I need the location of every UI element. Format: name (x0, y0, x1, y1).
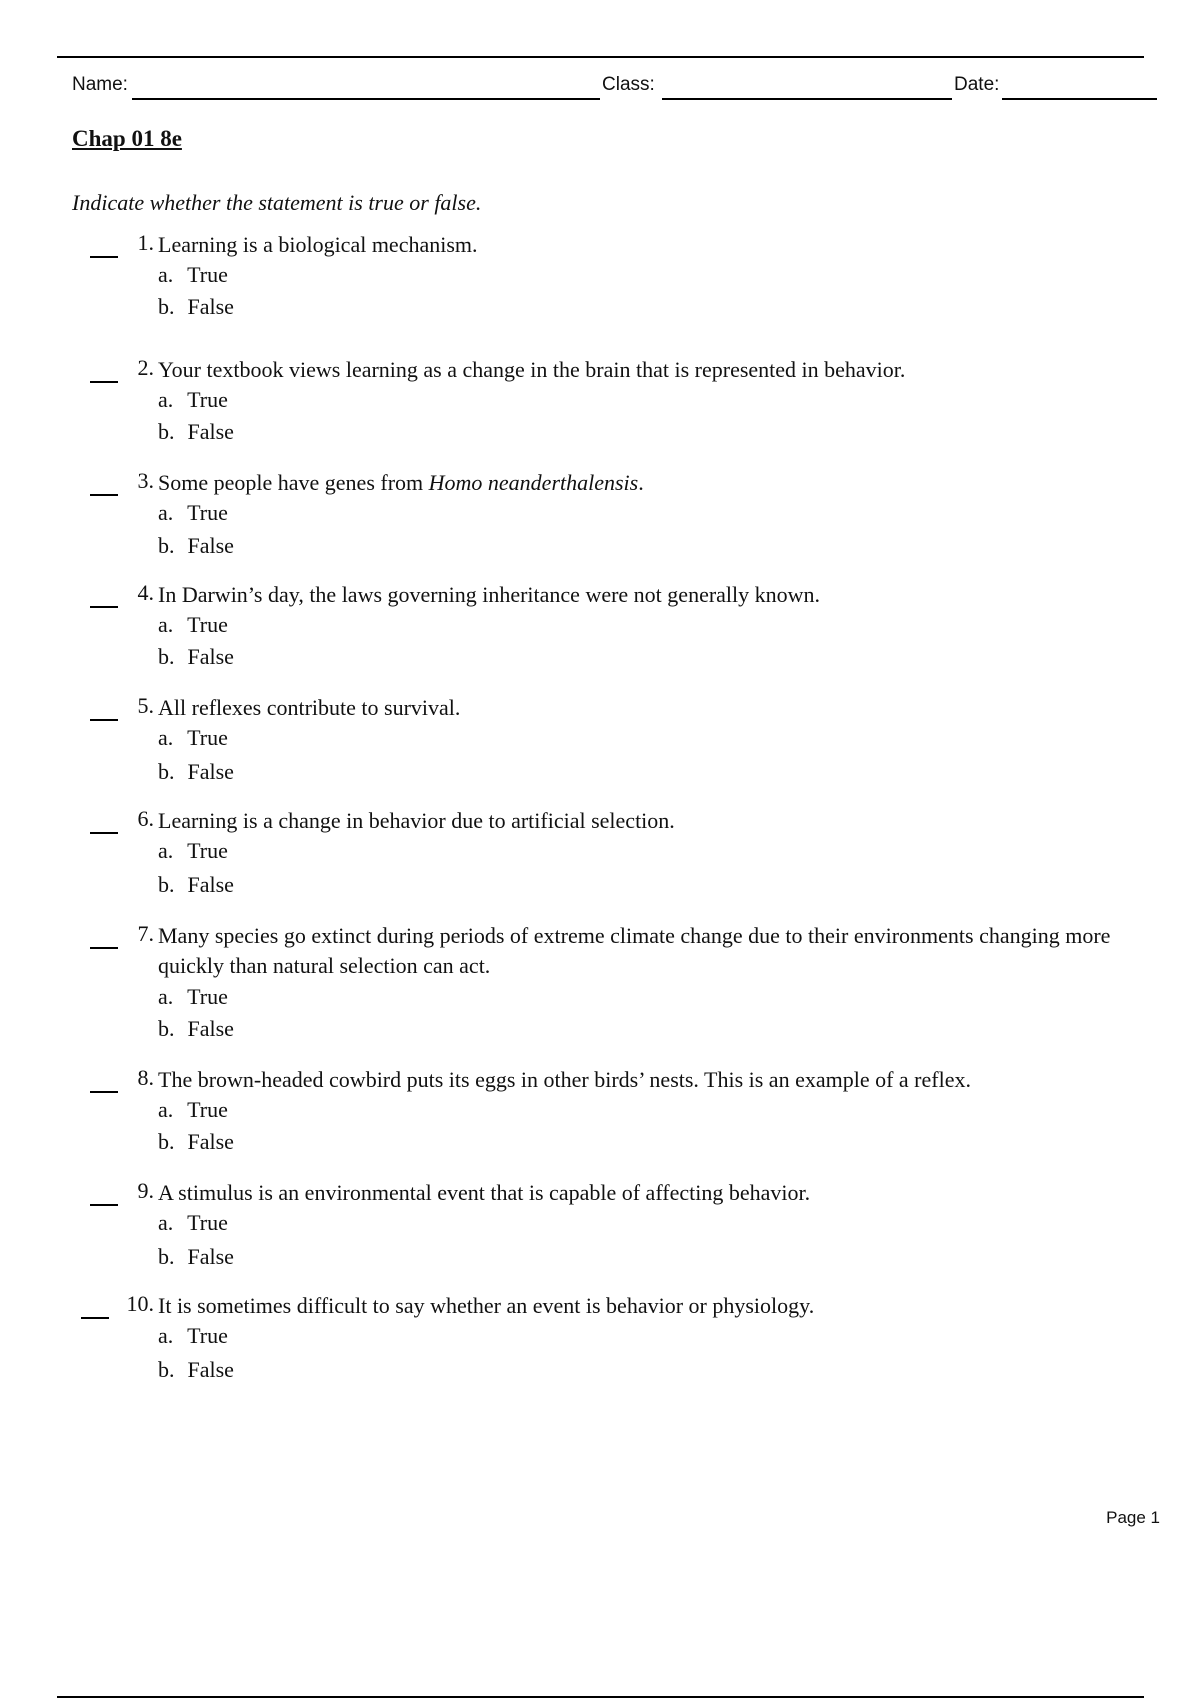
option-a-label: a. (158, 500, 174, 525)
question-text: Learning is a biological mechanism. (158, 232, 478, 257)
question-number: 7. (137, 921, 154, 946)
question-number: 10. (126, 1291, 154, 1316)
option-b-label: b. (158, 1016, 175, 1041)
option-a-text: True (187, 612, 228, 637)
question-text: Learning is a change in behavior due to artificial selection. (158, 808, 675, 833)
question-number: 6. (137, 806, 154, 831)
option-b-text: False (187, 533, 234, 558)
option-a-text: True (187, 500, 228, 525)
page-title: Chap 01 8e (72, 126, 182, 151)
option-b[interactable] (158, 1014, 234, 1044)
question-text: It is sometimes difficult to say whether an event is behavior or physiology. (158, 1293, 815, 1318)
option-b-label: b. (158, 1357, 175, 1382)
answer-blank[interactable] (90, 1091, 118, 1093)
question-text: All reflexes contribute to survival. (158, 695, 461, 720)
top-rule (57, 56, 1144, 58)
answer-blank[interactable] (90, 1204, 118, 1206)
option-b-label: b. (158, 419, 175, 444)
question-text (158, 468, 1138, 498)
answer-blank[interactable] (90, 606, 118, 608)
option-a-text: True (187, 1097, 228, 1122)
option-b[interactable] (158, 1242, 234, 1272)
class-field[interactable] (662, 98, 952, 100)
option-a-text: True (187, 725, 228, 750)
option-b-text: False (187, 1016, 234, 1041)
answer-blank[interactable] (90, 947, 118, 949)
option-a-label: a. (158, 387, 174, 412)
header-fields (72, 72, 1162, 104)
name-field[interactable] (132, 98, 600, 100)
option-b-label: b. (158, 872, 175, 897)
option-a-label: a. (158, 984, 174, 1009)
date-label: Date: (954, 74, 1000, 95)
question-number: 8. (137, 1065, 154, 1090)
option-b[interactable] (158, 642, 234, 672)
option-a-text: True (187, 1210, 228, 1235)
option-a-text: True (187, 984, 228, 1009)
answer-blank[interactable] (90, 381, 118, 383)
option-b[interactable] (158, 1355, 234, 1385)
option-a[interactable] (158, 1321, 228, 1351)
page-number: Page 1 (1106, 1508, 1160, 1527)
option-a[interactable] (158, 610, 228, 640)
option-a[interactable] (158, 982, 228, 1012)
answer-blank[interactable] (81, 1317, 109, 1319)
question-text-end: . (638, 470, 644, 495)
option-b[interactable] (158, 292, 234, 322)
option-a-text: True (187, 387, 228, 412)
name-label: Name: (72, 74, 128, 95)
option-a[interactable] (158, 498, 228, 528)
instructions: Indicate whether the statement is true or false. (72, 190, 482, 215)
question-number: 2. (137, 355, 154, 380)
species-name: Homo neanderthalensis (428, 470, 639, 495)
option-b-text: False (187, 419, 234, 444)
question-text: Your textbook views learning as a change in the brain that is represented in behavior. (158, 357, 906, 382)
option-a-text: True (187, 262, 228, 287)
option-a[interactable] (158, 723, 228, 753)
option-b-text: False (187, 644, 234, 669)
option-b-label: b. (158, 533, 175, 558)
option-a-text: True (187, 838, 228, 863)
option-b[interactable] (158, 870, 234, 900)
bottom-rule (57, 1696, 1144, 1698)
option-a-label: a. (158, 612, 174, 637)
date-field[interactable] (1002, 98, 1157, 100)
option-b[interactable] (158, 531, 234, 561)
option-b-label: b. (158, 644, 175, 669)
option-b-text: False (187, 872, 234, 897)
answer-blank[interactable] (90, 832, 118, 834)
question-number: 5. (137, 693, 154, 718)
option-b-label: b. (158, 1129, 175, 1154)
option-a-text: True (187, 1323, 228, 1348)
answer-blank[interactable] (90, 719, 118, 721)
answer-blank[interactable] (90, 256, 118, 258)
question-text: Many species go extinct during periods of extreme climate change due to their environments changing more quickly than natural selection can act. (158, 923, 1111, 978)
option-b-text: False (187, 1129, 234, 1154)
option-a[interactable] (158, 1208, 228, 1238)
option-a-label: a. (158, 262, 174, 287)
option-a-label: a. (158, 838, 174, 863)
option-a-label: a. (158, 1210, 174, 1235)
option-a-label: a. (158, 725, 174, 750)
option-b[interactable] (158, 1127, 234, 1157)
question-text: A stimulus is an environmental event that is capable of affecting behavior. (158, 1180, 811, 1205)
option-b[interactable] (158, 417, 234, 447)
question-text: In Darwin’s day, the laws governing inheritance were not generally known. (158, 582, 821, 607)
question-text-start: Some people have genes from (158, 470, 429, 495)
option-a[interactable] (158, 836, 228, 866)
answer-blank[interactable] (90, 494, 118, 496)
class-label: Class: (602, 74, 655, 95)
option-a-label: a. (158, 1097, 174, 1122)
option-a[interactable] (158, 1095, 228, 1125)
option-b-text: False (187, 759, 234, 784)
option-b-text: False (187, 1357, 234, 1382)
question-number: 1. (137, 230, 154, 255)
option-b-text: False (187, 294, 234, 319)
question-text: The brown-headed cowbird puts its eggs in other birds’ nests. This is an example of a reflex. (158, 1067, 971, 1092)
question-number: 4. (137, 580, 154, 605)
option-b-label: b. (158, 759, 175, 784)
option-b-label: b. (158, 294, 175, 319)
option-a-label: a. (158, 1323, 174, 1348)
option-b-text: False (187, 1244, 234, 1269)
question-number: 9. (137, 1178, 154, 1203)
option-a[interactable] (158, 260, 228, 290)
question-number: 3. (137, 468, 154, 493)
option-b[interactable] (158, 757, 234, 787)
option-a[interactable] (158, 385, 228, 415)
option-b-label: b. (158, 1244, 175, 1269)
